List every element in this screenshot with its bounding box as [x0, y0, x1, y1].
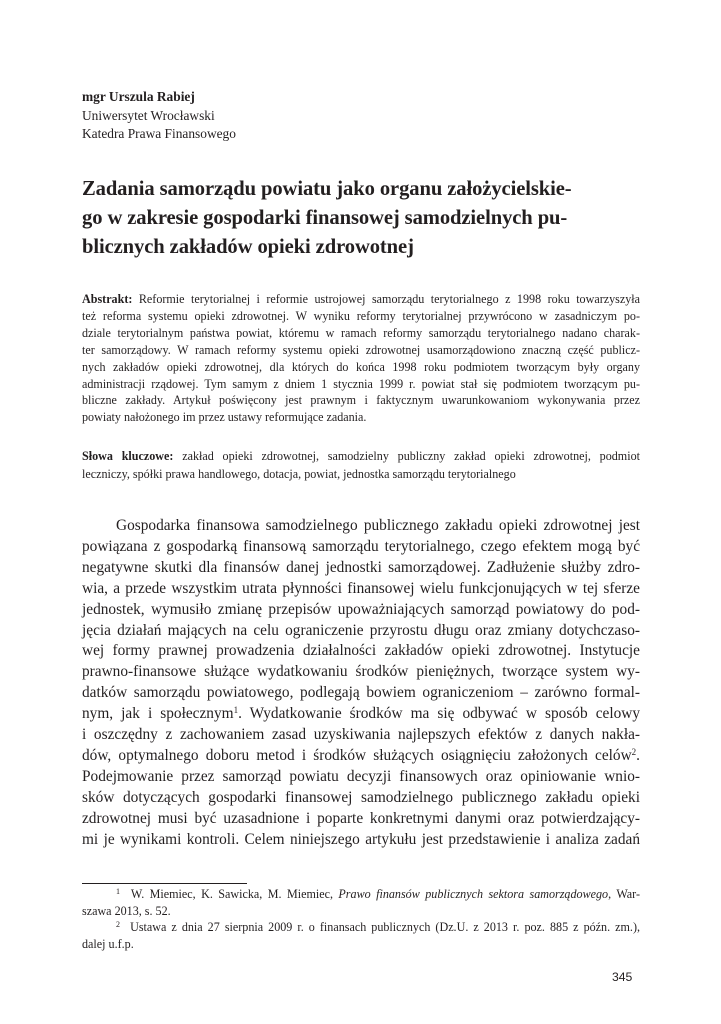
footnotes: [82, 886, 640, 953]
body-text: [82, 516, 640, 851]
body-line: powiązana z gospodarką finansową samorządu terytorialnego, czego efektem mogą być: [82, 537, 640, 555]
footnote-1-continued: szawa 2013, s. 52.: [82, 903, 171, 918]
abstract-line: też reforma systemu opieki zdrowotnej. W wyniku reformy terytorialnej przywrócono w zasadniczym po-: [82, 308, 640, 323]
body-line: Gospodarka finansowa samodzielnego publicznego zakładu opieki zdrowotnej jest: [116, 517, 640, 534]
body-line: Podejmowanie przez samorząd powiatu decyzji finansowych oraz opiniowanie wnio-: [82, 767, 640, 785]
article-title: [82, 175, 640, 262]
footnote-text: W. Miemiec, K. Sawicka, M. Miemiec,: [130, 887, 333, 901]
footnote-ref[interactable]: 2: [631, 746, 637, 757]
author-university: Uniwersytet Wrocławski: [82, 107, 215, 123]
footnote-ref[interactable]: 1: [233, 705, 239, 716]
page-number: 345: [612, 970, 633, 984]
author-name: mgr Urszula Rabiej: [82, 89, 195, 104]
body-line: mi je wynikami kontroli. Celem niniejszego artykułu jest przedstawienie i analiza zadań: [82, 830, 640, 848]
footnote-text: , War-: [608, 887, 640, 901]
abstract-line: bliczne zakłady. Artykuł poświęcony jest prawnym i faktycznym uwarunkowaniom wykonywania przez: [82, 393, 640, 408]
keywords: [82, 448, 640, 483]
title-line: go w zakresie gospodarki finansowej samodzielnych pu-: [82, 207, 568, 229]
footnote-text: Ustawa z dnia 27 sierpnia 2009 r. o finansach publicznych (Dz.U. z 2013 r. poz. 885 z późn. zm.),: [130, 920, 640, 935]
body-line: [82, 746, 640, 767]
body-text-segment: .: [636, 746, 640, 764]
abstract-line: dziale terytorialnym państwa powiat, któremu w ramach reformy samorządu terytorialnego nadano charak-: [82, 325, 640, 340]
abstract-text: Reformie terytorialnej i reformie ustrojowej samorządu terytorialnego z 1998 roku towarzyszyła: [138, 292, 640, 306]
footnote-1: [82, 886, 640, 903]
author-department: Katedra Prawa Finansowego: [82, 126, 236, 141]
keywords-line: [82, 448, 640, 466]
author-block: [82, 88, 236, 144]
body-line: jednostek, wymusiło zmianę przepisów upoważniających samorząd powiatowy do pod-: [82, 600, 640, 618]
abstract-label: Abstrakt:: [82, 292, 133, 306]
body-line: sków dotyczących gospodarki finansowej samodzielnego publicznego zakładu opieki: [82, 788, 640, 806]
abstract-line: [82, 291, 640, 308]
title-line: blicznych zakładów opieki zdrowotnej: [82, 236, 414, 258]
body-line: wej formy prawnej prowadzenia działalności zakładów opieki zdrowotnej. Instytucje: [82, 642, 640, 660]
body-line: prawno-finansowe służące wydatkowaniu środków pieniężnych, tworzące system wy-: [82, 663, 640, 681]
footnote-number: 1: [116, 887, 120, 896]
title-line: Zadania samorządu powiatu jako organu założycielskie-: [82, 178, 572, 200]
body-line: jęcia działań mających na celu ograniczenie przyrostu długu oraz zmiany dotychczaso-: [82, 621, 640, 639]
body-line: zdrowotnej musi być uzasadnione i poparte konkretnymi danymi oraz potwierdzający-: [82, 809, 640, 827]
footnote-divider: [82, 883, 247, 884]
body-text-segment: dów, optymalnego doboru metod i środków służących osiągnięciu założonych celów: [82, 746, 632, 764]
body-line: wia, a przede wszystkim utrata płynności finansowej wielu funkcjonujących w tej sferze: [82, 579, 640, 597]
body-line: [82, 704, 640, 725]
abstract-line: nych zakładów opieki zdrowotnej, dla których do końca 1998 roku podmiotem tworzącym były organy: [82, 359, 640, 374]
body-line: datków samorządu powiatowego, podlegają bowiem ograniczeniom – zarówno formal-: [82, 684, 640, 702]
abstract-line: ter samorządowy. W ramach reformy systemu opieki zdrowotnej usamorządowiono znaczną część publicz-: [82, 342, 640, 357]
footnote-number: 2: [116, 920, 120, 930]
body-text-segment: nym, jak i społecznym: [82, 705, 234, 723]
footnote-book-title: Prawo finansów publicznych sektora samorządowego: [338, 887, 609, 901]
footnote-2: [82, 919, 640, 936]
body-line: negatywne skutki dla finansów danej jednostki samorządowej. Zadłużenie służby zdro-: [82, 558, 640, 576]
body-line: i oszczędny z zachowaniem zasad uzyskiwania najlepszych efektów z danych nakła-: [82, 726, 640, 744]
abstract-line: administracji rządowej. Tym samym z dniem 1 stycznia 1999 r. powiat stał się podmiotem tworzącym pu-: [82, 376, 640, 391]
footnote-2-continued: dalej u.f.p.: [82, 937, 134, 952]
keywords-text: zakład opieki zdrowotnej, samodzielny publiczny zakład opieki zdrowotnej, podmiot: [182, 449, 640, 463]
abstract: [82, 291, 640, 426]
keywords-label: Słowa kluczowe:: [82, 449, 174, 463]
abstract-line: powiaty nałożonego im przez ustawy reformujące zadania.: [82, 410, 367, 425]
keywords-line: leczniczy, spółki prawa handlowego, dotacja, powiat, jednostka samorządu terytorialnego: [82, 466, 516, 481]
body-text-segment: . Wydatkowanie środków ma się odbywać w sposób celowy: [238, 705, 641, 723]
